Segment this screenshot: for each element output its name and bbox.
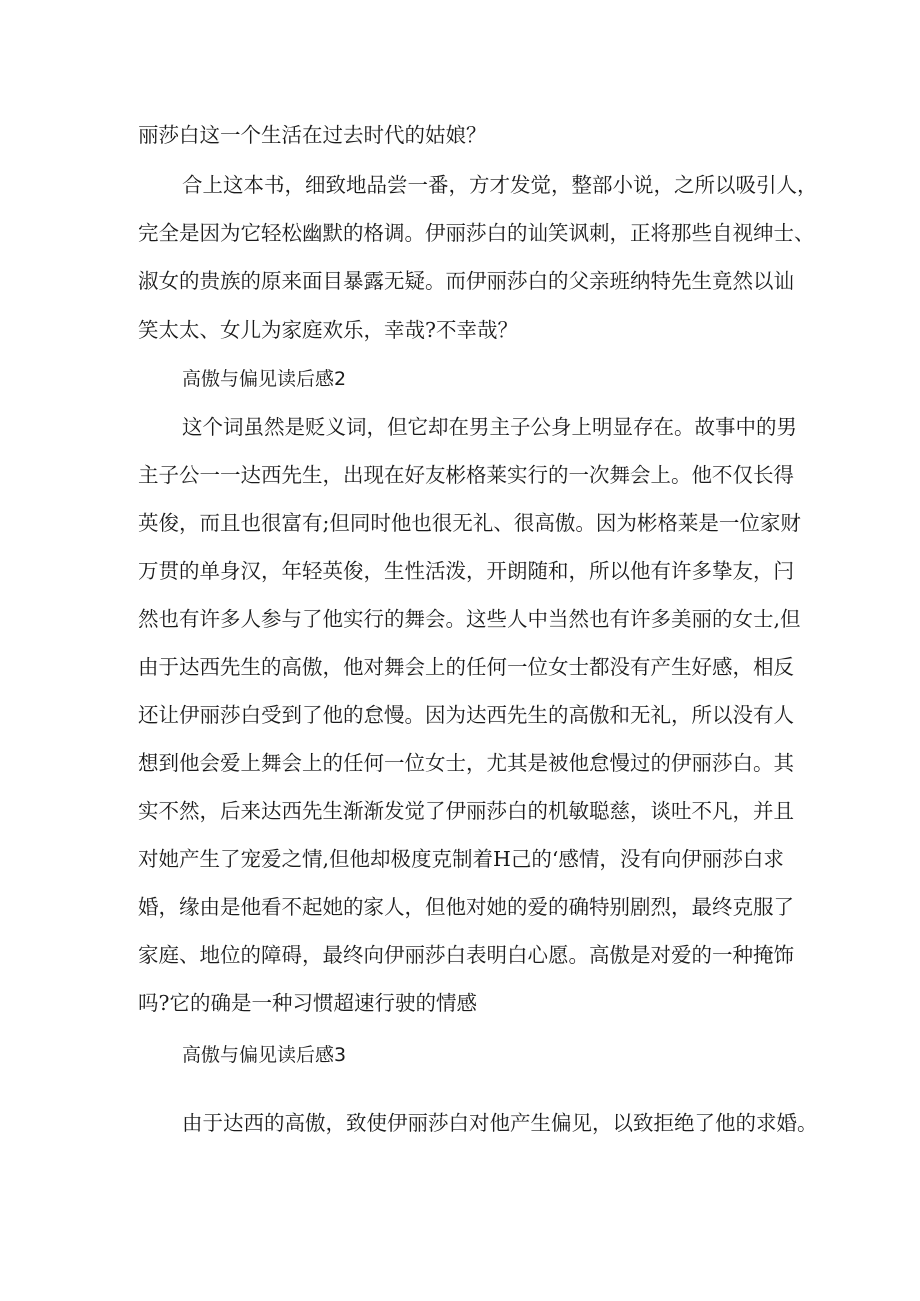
paragraph-line: 实不然，后来达西先生渐渐发觉了伊丽莎白的机敏聪慈，谈吐不凡，并且	[138, 799, 794, 823]
paragraph-line: 吗?它的确是一种习惯超速行驶的情感	[138, 991, 477, 1015]
paragraph-line: 万贯的单身汉，年轻英俊，生性活泼，开朗随和，所以他有许多挚友，闩	[138, 559, 794, 583]
paragraph-line: 完全是因为它轻松幽默的格调。伊丽莎白的讪笑讽刺，正将那些自视绅士、	[138, 221, 815, 245]
paragraph-line: 婚，缘由是他看不起她的家人，但他对她的爱的确特别剧烈，最终克服了	[138, 895, 794, 919]
section-heading: 高傲与偏见读后感3	[182, 1044, 347, 1066]
paragraph-line: 对她产生了宠爱之情,但他却极度克制着H己的‘感情，没有向伊丽莎白求	[138, 847, 784, 871]
paragraph-line: 丽莎白这一个生活在过去时代的姑娘？	[138, 123, 487, 147]
paragraph-line: 主子公一一达西先生，出现在好友彬格莱实行的一次舞会上。他不仅长得	[138, 463, 794, 487]
paragraph-line: 由于达西的高傲，致使伊丽莎白对他产生偏见，以致拒绝了他的求婚。	[182, 1111, 818, 1135]
paragraph-line: 笑太太、女儿为家庭欢乐，幸哉?不幸哉？	[138, 318, 518, 342]
paragraph-line: 淑女的贵族的原来面目暴露无疑。而伊丽莎白的父亲班纳特先生竟然以讪	[138, 269, 794, 293]
paragraph-line: 英俊，而且也很富有;但同时他也很无礼、很高傲。因为彬格莱是一位家财	[138, 511, 801, 535]
paragraph-line: 合上这本书，细致地品尝一番，方才发觉，整部小说，之所以吸引人，	[182, 173, 818, 197]
paragraph-line: 这个词虽然是贬义词，但它却在男主子公身上明显存在。故事中的男	[182, 415, 797, 439]
paragraph-line: 由于达西先生的高傲，他对舞会上的任何一位女士都没有产生好感，相反	[138, 655, 794, 679]
section-heading: 高傲与偏见读后感2	[182, 368, 347, 390]
paragraph-line: 家庭、地位的障碍，最终向伊丽莎白表明白心愿。高傲是对爱的一种掩饰	[138, 943, 794, 967]
paragraph-line: 想到他会爱上舞会上的任何一位女士，尤其是被他怠慢过的伊丽莎白。其	[138, 751, 794, 775]
paragraph-line: 还让伊丽莎白受到了他的怠慢。因为达西先生的高傲和无礼，所以没有人	[138, 703, 794, 727]
paragraph-line: 然也有许多人参与了他实行的舞会。这些人中当然也有许多美丽的女士,但	[138, 607, 801, 631]
